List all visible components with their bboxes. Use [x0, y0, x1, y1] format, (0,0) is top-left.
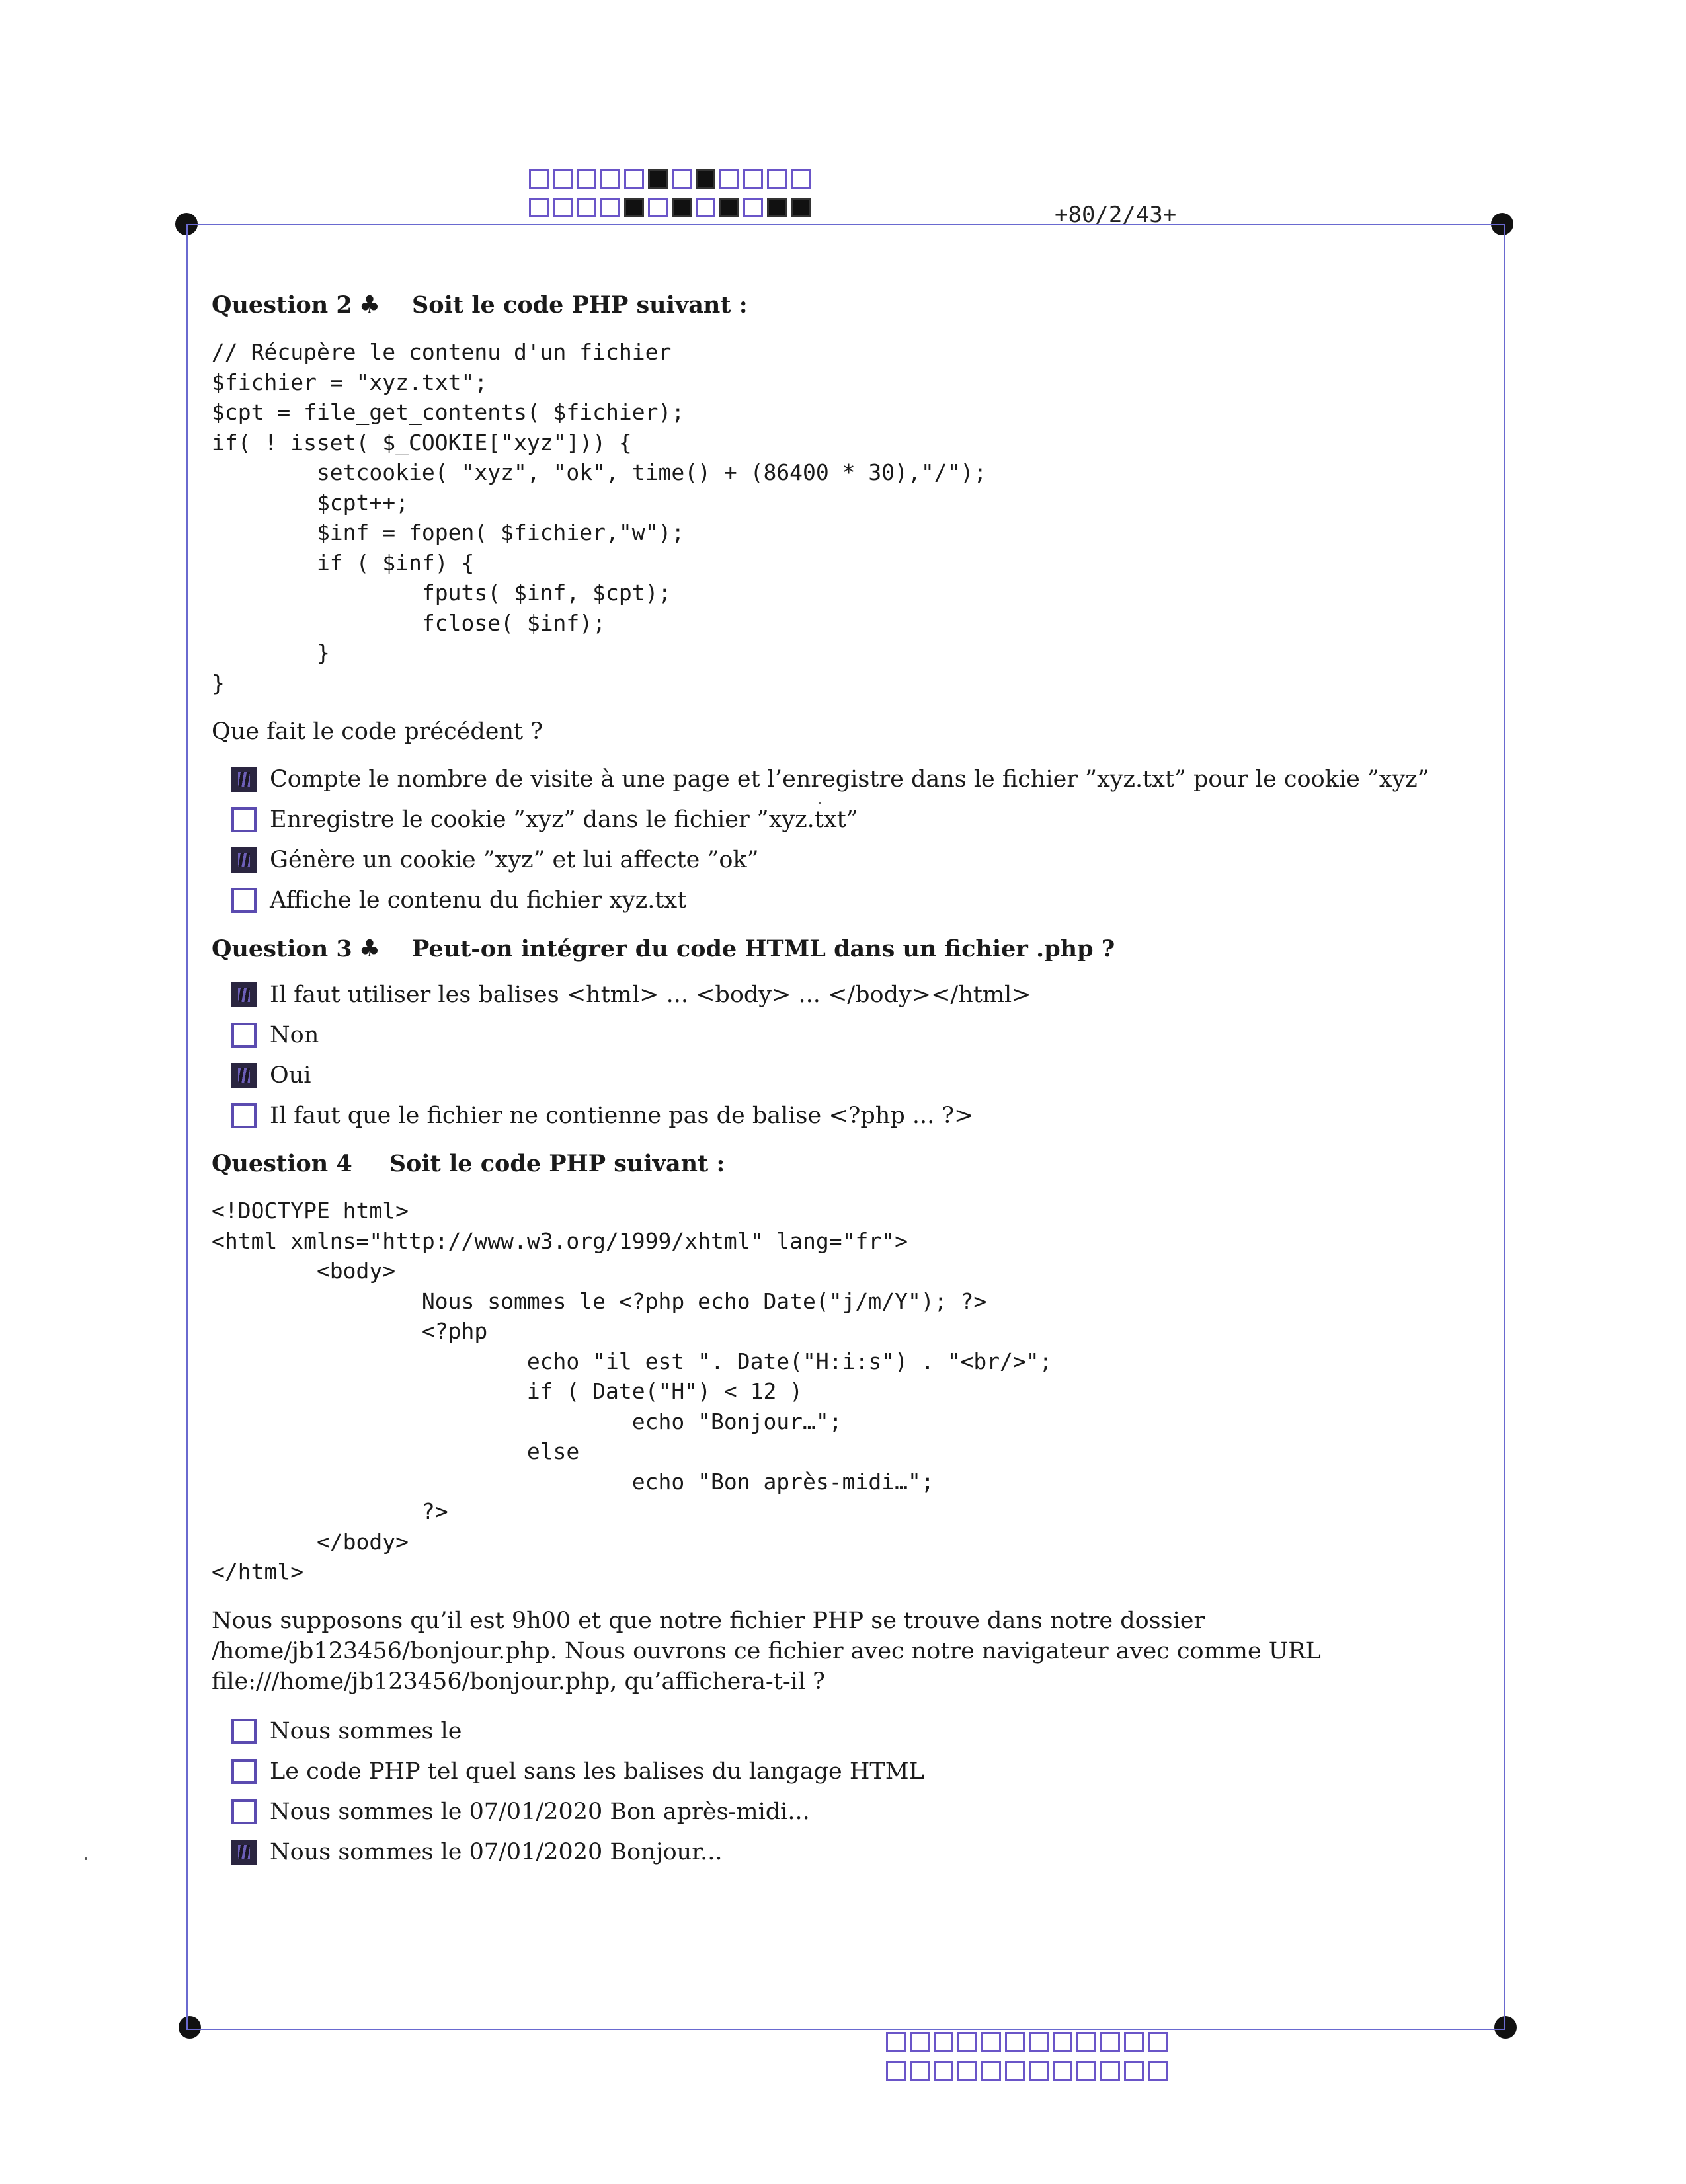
empty-checkbox-icon[interactable] [231, 807, 257, 832]
question-prompt: Nous supposons qu’il est 9h00 et que notre fichier PHP se trouve dans notre dossier /home/jb123456/bonjour.php. Nous ouvrons ce fichier avec notre navigateur avec comme URL file:///home/jb123456/bonjour.php, qu’affichera-t-il ? [212, 1607, 1321, 1695]
code-box [767, 198, 787, 217]
code-box [1148, 2032, 1168, 2052]
code-box [696, 169, 715, 189]
question-prompt: Que fait le code précédent ? [212, 719, 543, 745]
checked-box-icon[interactable] [231, 767, 257, 792]
checked-box-icon[interactable] [231, 982, 257, 1007]
question-label: Question 3 [212, 935, 352, 962]
code-box [648, 169, 668, 189]
code-box [886, 2032, 906, 2052]
code-box [624, 198, 644, 217]
code-box [553, 169, 573, 189]
empty-checkbox-icon[interactable] [231, 1103, 257, 1128]
answer-text: Non [270, 1021, 319, 1048]
answer-option[interactable] [231, 1095, 1507, 1136]
code-box [529, 198, 549, 217]
code-box [1053, 2061, 1072, 2081]
page-code: +80/2/43+ [1055, 202, 1177, 228]
code-box [672, 169, 692, 189]
answer-text: Le code PHP tel quel sans les balises du langage HTML [270, 1758, 924, 1785]
answer-text: Nous sommes le 07/01/2020 Bon après-midi... [270, 1799, 810, 1825]
club-icon: ♣ [358, 291, 380, 319]
answer-text: Enregistre le cookie ”xyz” dans le fichier ”xyz.txt” [270, 806, 858, 833]
answer-text: Oui [270, 1062, 311, 1089]
code-box [743, 198, 763, 217]
code-box [648, 198, 668, 217]
code-box [1148, 2061, 1168, 2081]
empty-checkbox-icon[interactable] [231, 1759, 257, 1784]
question-title [212, 935, 1507, 962]
code-box [1124, 2032, 1144, 2052]
code-box [1100, 2032, 1120, 2052]
answer-option[interactable] [231, 974, 1507, 1015]
empty-checkbox-icon[interactable] [231, 1719, 257, 1744]
code-box [553, 198, 573, 217]
answer-option[interactable] [231, 799, 1507, 839]
answer-list [231, 974, 1507, 1136]
code-box [886, 2061, 906, 2081]
checked-box-icon[interactable] [231, 1063, 257, 1088]
code-box [1053, 2032, 1072, 2052]
code-block: <!DOCTYPE html> <html xmlns="http://www.w3.org/1999/xhtml" lang="fr"> <body> Nous sommes le <?php echo Date("j/m/Y"); ?> <?php echo "il est ". Date("H:i:s") . "<br/>"; if ( Date("H") < 12 ) echo "Bonjour…"; else echo "Bon après-midi…"; ?> </body> </html> [212, 1198, 1053, 1584]
answer-text: Il faut que le fichier ne contienne pas de balise <?php ... ?> [270, 1102, 974, 1129]
question-4 [212, 1150, 1507, 1873]
question-intro: Soit le code PHP suivant : [411, 292, 748, 319]
code-box [529, 169, 549, 189]
code-box [1005, 2061, 1025, 2081]
exam-content [212, 291, 1507, 1873]
code-box [981, 2061, 1001, 2081]
code-box [934, 2061, 953, 2081]
code-block: // Récupère le contenu d'un fichier $fichier = "xyz.txt"; $cpt = file_get_contents( $fichier); if( ! isset( $_COOKIE["xyz"])) { setcookie( "xyz", "ok", time() + (86400 * 30),"/"); $cpt++; $inf = fopen( $fichier,"w"); if ( $inf) { fputs( $inf, $cpt); fclose( $inf); } } [212, 339, 987, 696]
answer-option[interactable] [231, 839, 1507, 880]
question-intro: Peut-on intégrer du code HTML dans un fichier .php ? [411, 935, 1115, 962]
code-box [1029, 2032, 1049, 2052]
question-intro: Soit le code PHP suivant : [389, 1150, 725, 1177]
answer-option[interactable] [231, 1792, 1507, 1832]
code-box [672, 198, 692, 217]
question-2 [212, 291, 1507, 920]
code-box [791, 198, 811, 217]
question-title [212, 1150, 1507, 1177]
code-box [934, 2032, 953, 2052]
code-box [1124, 2061, 1144, 2081]
code-box [767, 169, 787, 189]
answer-text: Génère un cookie ”xyz” et lui affecte ”ok” [270, 846, 759, 873]
stray-dot [85, 1857, 87, 1860]
question-title [212, 291, 1507, 319]
answer-text: Nous sommes le 07/01/2020 Bonjour... [270, 1839, 723, 1865]
code-box [1076, 2032, 1096, 2052]
answer-option[interactable] [231, 1832, 1507, 1873]
empty-checkbox-icon[interactable] [231, 1799, 257, 1824]
code-box [1076, 2061, 1096, 2081]
question-label: Question 2 [212, 292, 352, 319]
answer-text: Il faut utiliser les balises <html> ... <body> ... </body></html> [270, 981, 1031, 1008]
code-box [600, 169, 620, 189]
answer-option[interactable] [231, 759, 1507, 799]
empty-checkbox-icon[interactable] [231, 1023, 257, 1048]
club-icon: ♣ [358, 935, 380, 962]
footer-code-row-top [886, 2032, 1172, 2052]
checked-box-icon[interactable] [231, 1840, 257, 1865]
code-box [910, 2032, 930, 2052]
code-box [577, 169, 596, 189]
code-box [1100, 2061, 1120, 2081]
answer-option[interactable] [231, 1711, 1507, 1752]
code-box [577, 198, 596, 217]
footer-code-row-bottom [886, 2061, 1172, 2081]
header-code-row-top [529, 169, 815, 189]
code-box [624, 169, 644, 189]
checked-box-icon[interactable] [231, 847, 257, 873]
answer-text: Compte le nombre de visite à une page et l’enregistre dans le fichier ”xyz.txt” pour le cookie ”xyz” [270, 765, 1429, 793]
header-code-row-bottom [529, 198, 815, 217]
code-box [1029, 2061, 1049, 2081]
code-box [743, 169, 763, 189]
code-box [719, 169, 739, 189]
answer-option[interactable] [231, 1015, 1507, 1055]
code-box [981, 2032, 1001, 2052]
question-label: Question 4 [212, 1150, 352, 1177]
answer-list [231, 759, 1507, 920]
answer-option[interactable] [231, 1055, 1507, 1095]
question-3 [212, 935, 1507, 1136]
code-box [1005, 2032, 1025, 2052]
answer-text: Affiche le contenu du fichier xyz.txt [270, 886, 687, 914]
answer-text: Nous sommes le [270, 1718, 462, 1744]
code-box [957, 2032, 977, 2052]
answer-list [231, 1711, 1507, 1873]
answer-option[interactable] [231, 880, 1507, 920]
code-box [910, 2061, 930, 2081]
code-box [696, 198, 715, 217]
empty-checkbox-icon[interactable] [231, 888, 257, 913]
answer-option[interactable] [231, 1752, 1507, 1792]
code-box [791, 169, 811, 189]
code-box [957, 2061, 977, 2081]
code-box [600, 198, 620, 217]
code-box [719, 198, 739, 217]
